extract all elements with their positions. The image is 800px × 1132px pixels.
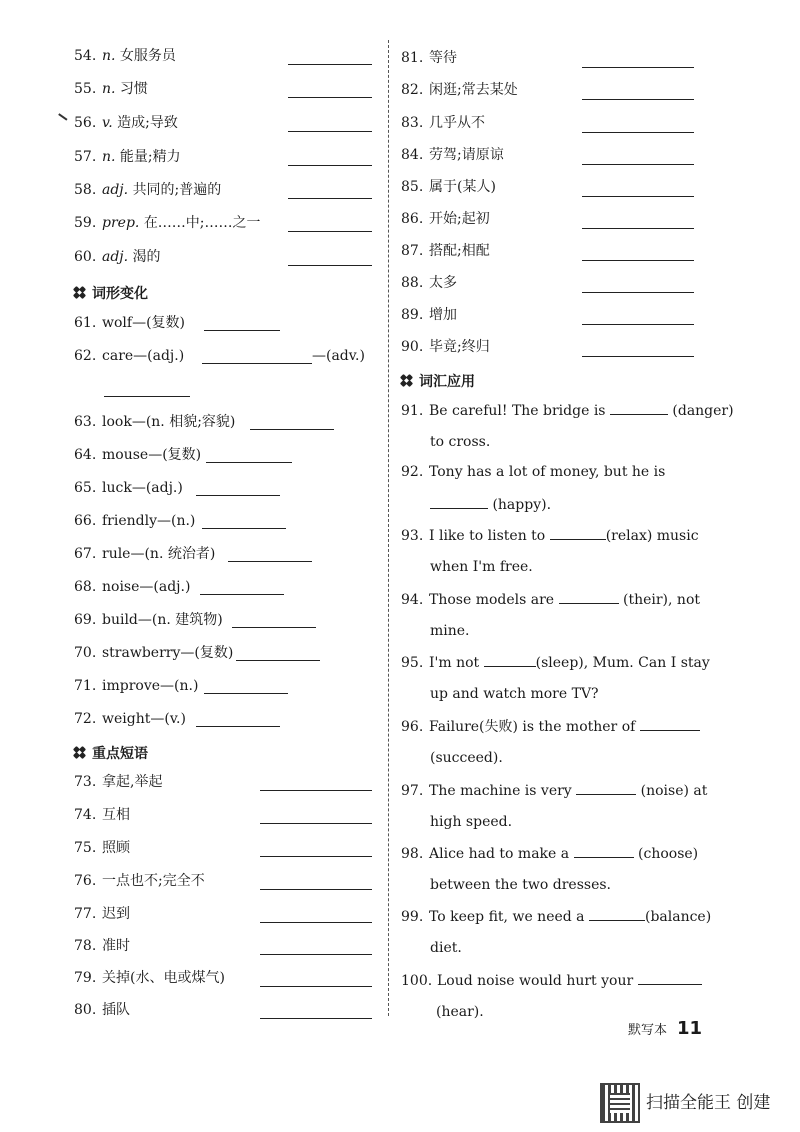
question-line: diet. (430, 940, 462, 956)
answer-blank[interactable] (576, 780, 636, 795)
question-line: 96. Failure(失败) is the mother of (401, 716, 700, 737)
answer-blank[interactable] (582, 228, 694, 229)
answer-blank[interactable] (288, 198, 372, 199)
section-heading-vocab: 词汇应用 (401, 372, 475, 392)
answer-blank[interactable] (582, 196, 694, 197)
question-line: mine. (430, 623, 470, 639)
list-item: 55. n. 习惯 (74, 81, 148, 97)
list-item: 75. 照顾 (74, 840, 130, 856)
list-item: 81. 等待 (401, 50, 457, 66)
list-item-suffix: —(adv.) (312, 348, 365, 364)
answer-blank[interactable] (288, 97, 372, 98)
answer-blank[interactable] (204, 693, 288, 694)
answer-blank[interactable] (260, 790, 372, 791)
list-item: 84. 劳驾;请原谅 (401, 147, 504, 163)
question-line: 100. Loud noise would hurt your (401, 970, 702, 991)
list-item: 72. weight—(v.) (74, 711, 186, 727)
answer-blank[interactable] (196, 726, 280, 727)
list-item: 77. 迟到 (74, 906, 130, 922)
question-line: 93. I like to listen to (relax) music (401, 525, 699, 546)
list-item: 88. 太多 (401, 275, 457, 291)
section-bullet-icon (74, 747, 86, 759)
column-divider (388, 40, 389, 1016)
list-item: 78. 准时 (74, 938, 130, 954)
list-item: 69. build—(n. 建筑物) (74, 612, 223, 628)
list-item: 82. 闲逛;常去某处 (401, 82, 518, 98)
answer-blank[interactable] (236, 660, 320, 661)
answer-blank[interactable] (260, 823, 372, 824)
answer-blank[interactable] (574, 843, 634, 858)
answer-blank[interactable] (288, 131, 372, 132)
question-line: high speed. (430, 814, 513, 830)
answer-blank[interactable] (582, 356, 694, 357)
answer-blank[interactable] (582, 260, 694, 261)
answer-blank[interactable] (196, 495, 280, 496)
question-line: 95. I'm not (sleep), Mum. Can I stay (401, 652, 710, 673)
question-line: between the two dresses. (430, 877, 611, 893)
qr-code-icon (600, 1083, 640, 1123)
answer-blank[interactable] (260, 986, 372, 987)
list-item: 73. 拿起,举起 (74, 774, 163, 790)
list-item: 60. adj. 渴的 (74, 249, 161, 265)
question-line: 98. Alice had to make a (choose) (401, 843, 698, 864)
list-item: 62. care—(adj.) (74, 348, 185, 364)
answer-blank[interactable] (260, 1018, 372, 1019)
list-item: 64. mouse—(复数) (74, 447, 202, 463)
question-line: (hear). (436, 1004, 484, 1020)
list-item: 66. friendly—(n.) (74, 513, 196, 529)
answer-blank[interactable] (288, 165, 372, 166)
answer-blank[interactable] (202, 528, 286, 529)
list-item: 83. 几乎从不 (401, 115, 485, 131)
answer-blank[interactable] (582, 99, 694, 100)
list-item: 79. 关掉(水、电或煤气) (74, 970, 225, 986)
section-heading-word-forms: 词形变化 (74, 284, 148, 304)
list-item: 89. 增加 (401, 307, 457, 323)
list-item: 59. prep. 在……中;……之一 (74, 215, 261, 231)
section-bullet-icon (401, 375, 413, 387)
answer-blank[interactable] (288, 64, 372, 65)
list-item: 85. 属于(某人) (401, 179, 496, 195)
answer-blank[interactable] (589, 906, 645, 921)
question-line: (succeed). (430, 750, 503, 766)
answer-blank[interactable] (430, 494, 488, 509)
section-bullet-icon (74, 287, 86, 299)
list-item: 70. strawberry—(复数) (74, 645, 234, 661)
list-item: 56. v. 造成;导致 (74, 115, 178, 131)
list-item: 67. rule—(n. 统治者) (74, 546, 216, 562)
answer-blank[interactable] (260, 889, 372, 890)
answer-blank[interactable] (250, 429, 334, 430)
list-item: 65. luck—(adj.) (74, 480, 183, 496)
footer-label: 默写本 (628, 1023, 668, 1038)
answer-blank[interactable] (484, 652, 536, 667)
answer-blank[interactable] (582, 292, 694, 293)
list-item: 63. look—(n. 相貌;容貌) (74, 414, 236, 430)
answer-blank[interactable] (288, 231, 372, 232)
question-line: 92. Tony has a lot of money, but he is (401, 464, 666, 480)
list-item: 86. 开始;起初 (401, 211, 490, 227)
page-number: 11 (677, 1018, 703, 1039)
list-item: 76. 一点也不;完全不 (74, 873, 205, 889)
answer-blank[interactable] (200, 594, 284, 595)
answer-blank[interactable] (582, 67, 694, 68)
list-item: 61. wolf—(复数) (74, 315, 185, 331)
answer-blank[interactable] (232, 627, 316, 628)
section-heading-phrases: 重点短语 (74, 744, 148, 764)
answer-blank[interactable] (260, 954, 372, 955)
question-line: 94. Those models are (their), not (401, 589, 700, 610)
answer-blank[interactable] (640, 716, 700, 731)
question-line: 99. To keep fit, we need a (balance) (401, 906, 711, 927)
question-line: up and watch more TV? (430, 686, 599, 702)
answer-blank[interactable] (582, 324, 694, 325)
answer-blank[interactable] (228, 561, 312, 562)
question-line: when I'm free. (430, 559, 533, 575)
list-item: 68. noise—(adj.) (74, 579, 191, 595)
answer-blank[interactable] (206, 462, 292, 463)
pen-mark (58, 113, 67, 120)
answer-blank[interactable] (550, 525, 606, 540)
answer-blank[interactable] (202, 363, 312, 364)
list-item: 87. 搭配;相配 (401, 243, 490, 259)
question-line: 97. The machine is very (noise) at (401, 780, 707, 801)
answer-blank[interactable] (559, 589, 619, 604)
answer-blank[interactable] (582, 164, 694, 165)
list-item: 57. n. 能量;精力 (74, 149, 181, 165)
answer-blank[interactable] (260, 922, 372, 923)
list-item: 54. n. 女服务员 (74, 48, 176, 64)
question-line: to cross. (430, 434, 491, 450)
answer-blank[interactable] (638, 970, 702, 985)
answer-blank[interactable] (204, 330, 280, 331)
list-item: 80. 插队 (74, 1002, 130, 1018)
list-item: 74. 互相 (74, 807, 130, 823)
answer-blank[interactable] (260, 856, 372, 857)
answer-blank[interactable] (104, 396, 190, 397)
answer-blank[interactable] (288, 265, 372, 266)
page-footer (628, 1018, 702, 1039)
list-item: 90. 毕竟;终归 (401, 339, 490, 355)
answer-blank[interactable] (610, 400, 668, 415)
list-item: 71. improve—(n.) (74, 678, 199, 694)
question-line: 91. Be careful! The bridge is (danger) (401, 400, 734, 421)
list-item: 58. adj. 共同的;普遍的 (74, 182, 222, 198)
scanner-watermark: 扫描全能王 创建 (646, 1093, 771, 1113)
question-line: (happy). (430, 494, 551, 515)
answer-blank[interactable] (582, 132, 694, 133)
